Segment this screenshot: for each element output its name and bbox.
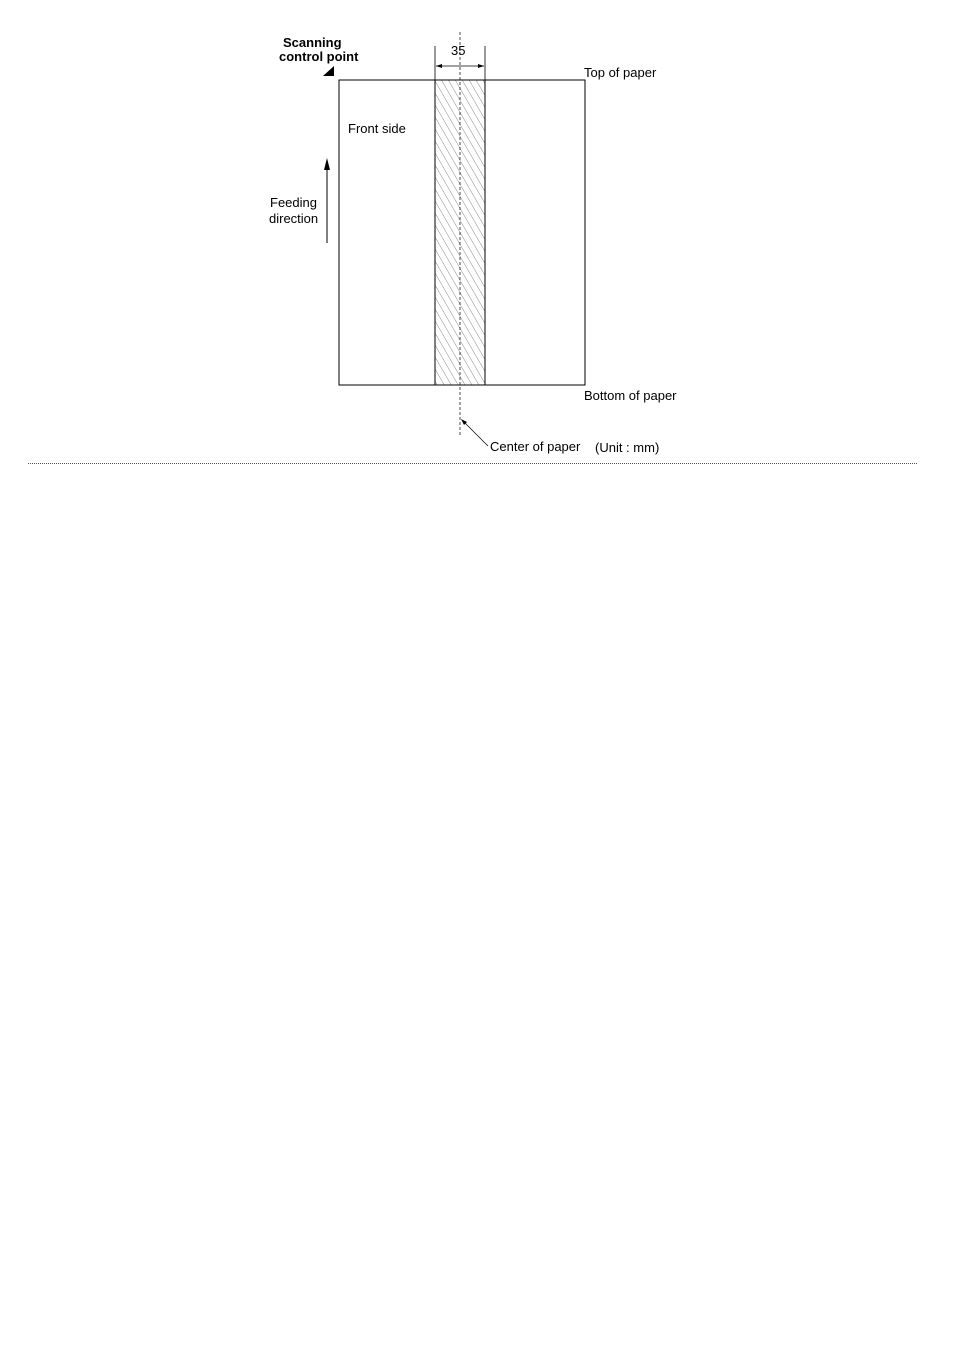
dimension-value: 35 <box>451 43 466 58</box>
scanning-control-point-marker-icon <box>323 66 334 76</box>
page-separator <box>28 463 917 464</box>
feeding-direction-arrow-up-icon <box>324 158 330 170</box>
feeding-direction-label-line1: Feeding <box>270 195 317 210</box>
top-of-paper-label: Top of paper <box>584 65 657 80</box>
scanning-control-point-label-line1: Scanning <box>283 35 342 50</box>
unit-note: (Unit : mm) <box>595 440 660 455</box>
bottom-of-paper-label: Bottom of paper <box>584 388 677 403</box>
center-of-paper-label: Center of paper <box>490 439 581 454</box>
feeding-direction-label-line2: direction <box>269 211 319 226</box>
paper-scan-area-diagram <box>0 0 954 470</box>
center-of-paper-leader <box>463 421 488 446</box>
dimension-arrow-right-icon <box>478 64 484 68</box>
front-side-label: Front side <box>348 121 406 136</box>
dimension-arrow-left-icon <box>436 64 442 68</box>
scanning-control-point-label-line2: control point <box>279 49 359 64</box>
